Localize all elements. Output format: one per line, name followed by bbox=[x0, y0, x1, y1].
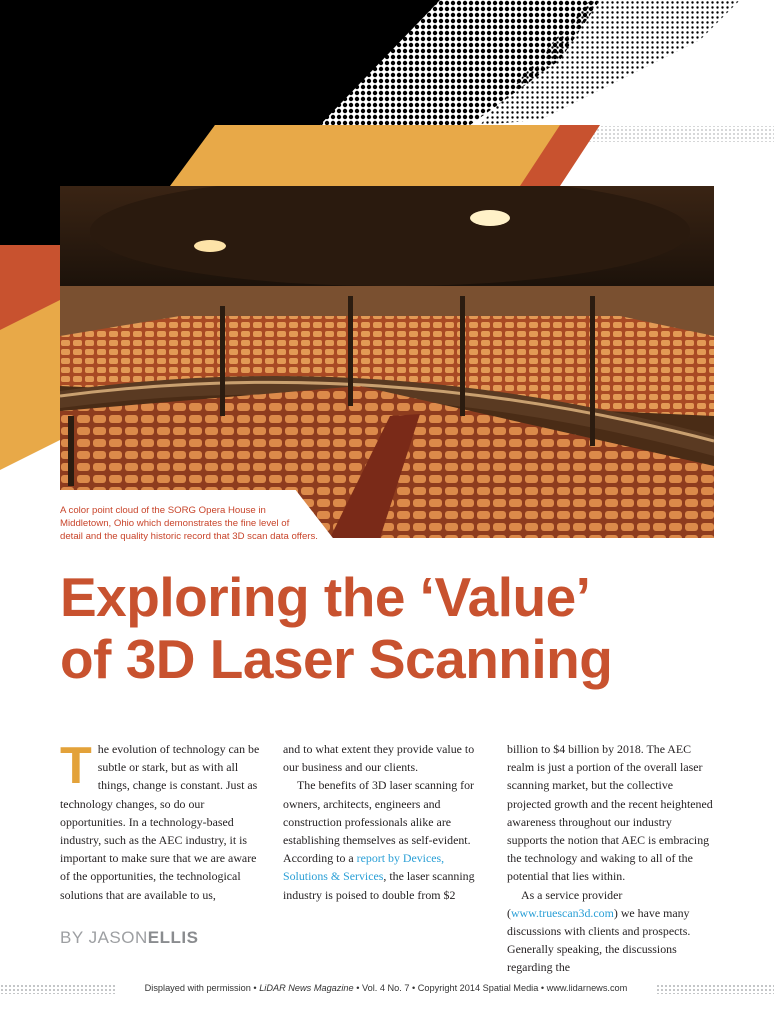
paragraph-text: , the laser scanning industry is poised to double from $2 bbox=[283, 869, 475, 902]
footer-dots-left bbox=[0, 984, 116, 994]
byline-name: ELLIS bbox=[147, 928, 199, 947]
drop-cap: T bbox=[60, 737, 92, 795]
opera-house-point-cloud-image bbox=[60, 186, 714, 538]
caption-line: A color point cloud of the SORG Opera House in bbox=[60, 505, 266, 516]
article-title bbox=[60, 566, 740, 690]
paragraph-text: billion to $4 billion by 2018. The AEC realm is just a portion of the overall laser scanning market, but the collective projected growth and the recent heightened awareness throughout our industry supports the notion that AEC is embracing the technology and waking to all of the potential that lies within. bbox=[507, 742, 713, 884]
title-line: Exploring the ‘Value’ bbox=[60, 566, 591, 628]
report-link[interactable]: report by Devices, Solutions & Services bbox=[283, 851, 445, 884]
truescan-link[interactable]: www.truescan3d.com bbox=[510, 905, 614, 920]
paragraph-text: As a service provider ( bbox=[507, 887, 623, 920]
footer-post: • Vol. 4 No. 7 • Copyright 2014 Spatial Media • www.lidarnews.com bbox=[353, 983, 628, 993]
article-column-3 bbox=[507, 740, 713, 977]
footer-dots-right bbox=[656, 984, 774, 994]
paragraph-text: The benefits of 3D laser scanning for owners, architects, engineers and construction professionals alike are establishing themselves as self-evident. According to a bbox=[283, 778, 474, 866]
byline-prefix: BY JASON bbox=[60, 928, 148, 947]
photo-caption bbox=[60, 504, 356, 543]
header-graphic bbox=[0, 0, 774, 200]
caption-line: detail and the quality historic record that 3D scan data offers. bbox=[60, 531, 318, 542]
footer-magazine: LiDAR News Magazine bbox=[259, 983, 354, 993]
author-byline bbox=[60, 928, 198, 948]
title-line: of 3D Laser Scanning bbox=[60, 628, 613, 690]
footer-pre: Displayed with permission • bbox=[144, 983, 260, 993]
article-column-1 bbox=[60, 737, 266, 904]
article-column-2 bbox=[283, 740, 489, 904]
paragraph-text: ) we have many discussions with clients and prospects. Generally speaking, the discussions regarding the bbox=[507, 905, 691, 975]
paragraph-text: and to what extent they provide value to our business and our clients. bbox=[283, 742, 475, 775]
page-footer bbox=[116, 983, 656, 993]
paragraph-text: he evolution of technology can be subtle or stark, but as with all things, change is constant. Just as technology changes, so do our opportunities. In a technology-based industry, such as the AEC industry, it is important to make sure that we are aware of the opportunities, the technological solutions that are available to us, bbox=[60, 742, 260, 902]
caption-line: Middletown, Ohio which demonstrates the fine level of bbox=[60, 518, 290, 529]
